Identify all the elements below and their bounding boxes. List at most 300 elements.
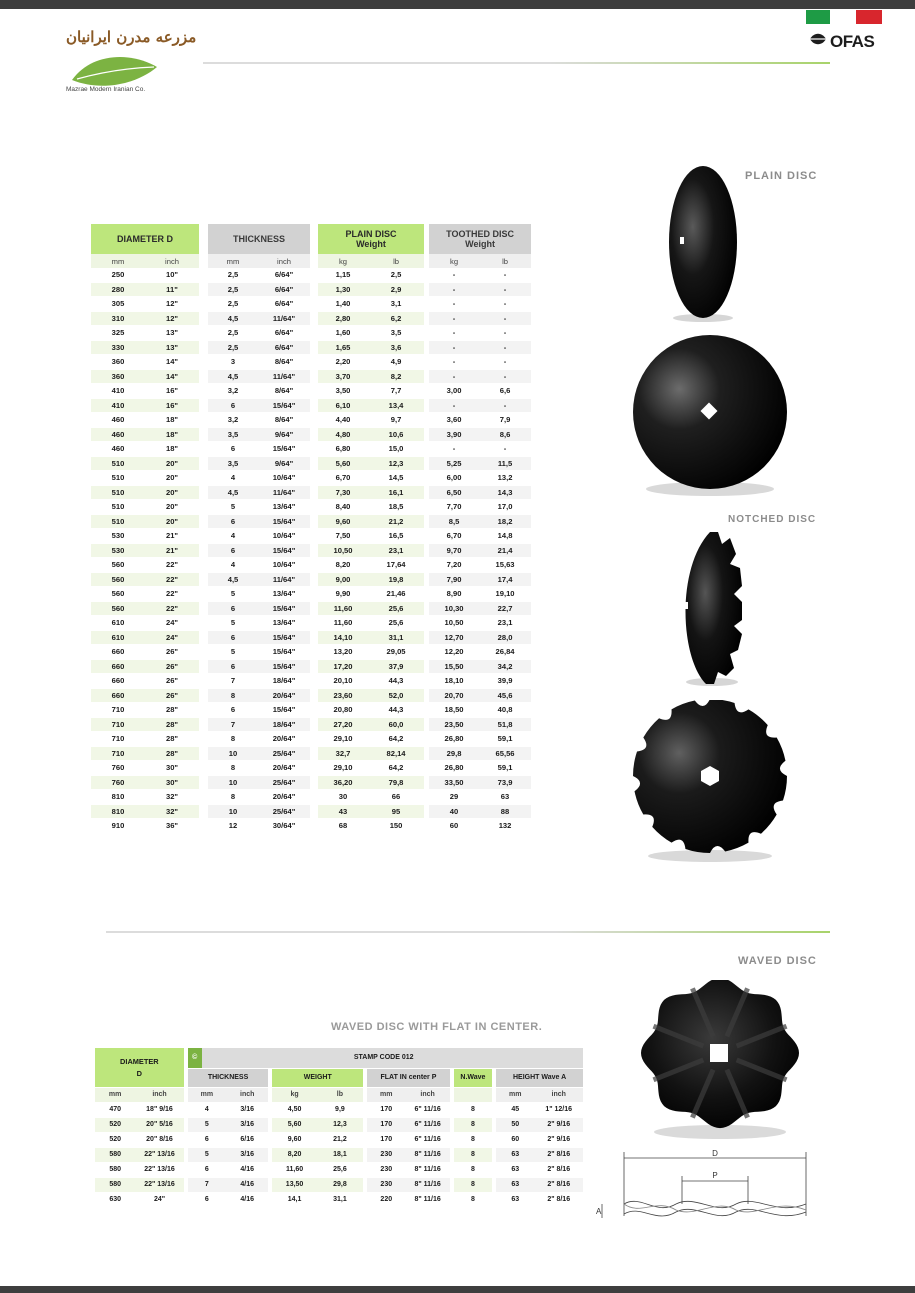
table-row	[91, 587, 531, 602]
notched-disc-side-image	[670, 528, 750, 690]
table-cell: 4,5	[208, 486, 258, 501]
table-cell: 305	[91, 297, 145, 312]
table-cell: 1,30	[318, 283, 368, 298]
table-cell: 17,64	[368, 558, 424, 573]
table-cell: -	[479, 312, 531, 327]
table-cell: 22"	[145, 573, 199, 588]
table-cell: 10	[208, 776, 258, 791]
table-cell: 660	[91, 689, 145, 704]
table-cell: 6,80	[318, 442, 368, 457]
table-cell: 14,5	[368, 471, 424, 486]
table-cell: 59,1	[479, 761, 531, 776]
brand-name: OFAS	[830, 32, 875, 51]
table-cell: 30"	[145, 776, 199, 791]
disc-specs-table	[91, 224, 531, 834]
table-cell: 32"	[145, 790, 199, 805]
unit-mm: mm	[208, 254, 258, 268]
table-cell: 4/16	[226, 1163, 268, 1178]
table-row	[91, 718, 531, 733]
table-cell: 13,4	[368, 399, 424, 414]
table-cell: 23,1	[479, 616, 531, 631]
table-cell: 2" 8/16	[534, 1148, 583, 1163]
table-cell: 9,70	[429, 544, 479, 559]
table-row	[91, 268, 531, 283]
table-cell: 6" 11/16	[405, 1133, 449, 1148]
table-cell: 9,00	[318, 573, 368, 588]
table-cell: 530	[91, 544, 145, 559]
unit-cell: mm	[95, 1088, 135, 1103]
table-cell: 2,5	[208, 283, 258, 298]
header-waved-thickness: THICKNESS	[188, 1069, 269, 1088]
table-cell: 560	[91, 587, 145, 602]
table-cell: 25,6	[317, 1163, 363, 1178]
table-row	[91, 660, 531, 675]
table-cell: 6	[188, 1193, 226, 1208]
table-cell: 28"	[145, 747, 199, 762]
table-cell: 150	[368, 819, 424, 834]
table-cell: 560	[91, 573, 145, 588]
table-cell: 28"	[145, 718, 199, 733]
group-header-row	[91, 224, 531, 254]
table-cell: 7,20	[429, 558, 479, 573]
table-cell: 8	[454, 1148, 492, 1163]
table-cell: 66	[368, 790, 424, 805]
table-cell: 280	[91, 283, 145, 298]
table-cell: 8/64"	[258, 355, 310, 370]
table-cell: 3,70	[318, 370, 368, 385]
table-cell: 25,6	[368, 616, 424, 631]
table-cell: 410	[91, 399, 145, 414]
table-cell: 26"	[145, 674, 199, 689]
table-cell: 6	[208, 660, 258, 675]
table-cell: 4	[208, 471, 258, 486]
table-cell: 3,50	[318, 384, 368, 399]
table-cell: 2" 9/16	[534, 1133, 583, 1148]
table-cell: 13"	[145, 326, 199, 341]
table-cell: 31,1	[368, 631, 424, 646]
table-row	[91, 471, 531, 486]
plain-disc-front-image	[628, 335, 792, 499]
table-row	[95, 1163, 583, 1178]
table-cell: 2,5	[208, 297, 258, 312]
table-cell: 31,1	[317, 1193, 363, 1208]
label-plain-disc: PLAIN DISC	[745, 170, 818, 182]
table-cell: 25/64"	[258, 747, 310, 762]
table-cell: 22" 13/16	[135, 1163, 183, 1178]
table-cell: 3,5	[208, 428, 258, 443]
brand-logo	[806, 10, 882, 50]
table-cell: 4	[208, 529, 258, 544]
table-cell: 63	[479, 790, 531, 805]
table-cell: 8" 11/16	[405, 1193, 449, 1208]
table-cell: 60,0	[368, 718, 424, 733]
label-notched-disc: NOTCHED DISC	[728, 514, 817, 525]
bottom-bar	[0, 1286, 915, 1293]
table-row	[91, 297, 531, 312]
table-cell: 460	[91, 442, 145, 457]
header-waved-weight: WEIGHT	[272, 1069, 363, 1088]
table-cell: 18"	[145, 442, 199, 457]
table-cell: 18,5	[368, 500, 424, 515]
table-cell: 6/64"	[258, 326, 310, 341]
table-cell: 10,6	[368, 428, 424, 443]
table-row	[91, 326, 531, 341]
header-plain-disc: PLAIN DISC Weight	[318, 224, 424, 254]
table-cell: 170	[367, 1133, 405, 1148]
table-cell: 10	[208, 747, 258, 762]
table-cell: 510	[91, 486, 145, 501]
table-cell: 37,9	[368, 660, 424, 675]
table-cell: 610	[91, 616, 145, 631]
unit-cell: mm	[496, 1088, 534, 1103]
table-cell: 43	[318, 805, 368, 820]
table-cell: 13/64"	[258, 616, 310, 631]
table-row	[91, 747, 531, 762]
table-cell: 20"	[145, 486, 199, 501]
table-cell: 13,50	[272, 1178, 316, 1193]
table-cell: 64,2	[368, 732, 424, 747]
table-cell: 4,80	[318, 428, 368, 443]
table-cell: 18"	[145, 413, 199, 428]
table-cell: 40,8	[479, 703, 531, 718]
table-cell: 9/64"	[258, 428, 310, 443]
table-cell: 170	[367, 1118, 405, 1133]
table-cell: 6,50	[429, 486, 479, 501]
table-cell: 5,25	[429, 457, 479, 472]
table-cell: 510	[91, 515, 145, 530]
table-cell: 2,5	[208, 326, 258, 341]
unit-cell: inch	[405, 1088, 449, 1103]
table-cell: 20" 8/16	[135, 1133, 183, 1148]
table-cell: 28"	[145, 703, 199, 718]
table-cell: 15/64"	[258, 515, 310, 530]
waved-disc-table	[95, 1048, 583, 1208]
table-cell: 3,60	[429, 413, 479, 428]
table-cell: 11,60	[272, 1163, 316, 1178]
table-cell: 13"	[145, 341, 199, 356]
table-cell: 20"	[145, 515, 199, 530]
table-cell: 1,65	[318, 341, 368, 356]
table-cell: 30"	[145, 761, 199, 776]
table-cell: 23,60	[318, 689, 368, 704]
table-cell: 330	[91, 341, 145, 356]
table-cell: 60	[496, 1133, 534, 1148]
table-cell: 7,90	[429, 573, 479, 588]
table-cell: 12"	[145, 297, 199, 312]
table-cell: 3/16	[226, 1103, 268, 1118]
table-cell: -	[479, 326, 531, 341]
table-row	[91, 616, 531, 631]
plain-disc-side-image	[662, 164, 744, 326]
table-cell: 9/64"	[258, 457, 310, 472]
table-cell: 4,5	[208, 573, 258, 588]
table-cell: 21"	[145, 544, 199, 559]
table-cell: 15/64"	[258, 399, 310, 414]
table-cell: 5	[208, 645, 258, 660]
table-row	[91, 776, 531, 791]
unit-kg: kg	[429, 254, 479, 268]
table-cell: 28,0	[479, 631, 531, 646]
table-cell: 25/64"	[258, 776, 310, 791]
table-row	[91, 457, 531, 472]
table-cell: 710	[91, 732, 145, 747]
table-cell: 29,8	[317, 1178, 363, 1193]
header-stamp-code	[188, 1048, 583, 1069]
unit-cell: mm	[367, 1088, 405, 1103]
table-row	[91, 341, 531, 356]
table-cell: 14,1	[272, 1193, 316, 1208]
table-row	[91, 515, 531, 530]
table-cell: -	[479, 341, 531, 356]
table-cell: 1,40	[318, 297, 368, 312]
section-rule	[106, 931, 830, 933]
diagram-label-d: D	[712, 1149, 718, 1158]
logo-subtitle: Mazrae Modern Iranian Co.	[66, 86, 146, 93]
table-row	[91, 790, 531, 805]
table-cell: 44,3	[368, 674, 424, 689]
table-row	[91, 529, 531, 544]
table-cell: 15/64"	[258, 544, 310, 559]
table-cell: 8" 11/16	[405, 1178, 449, 1193]
table-cell: 11/64"	[258, 573, 310, 588]
table-cell: 7	[208, 674, 258, 689]
table-cell: 3,5	[208, 457, 258, 472]
table-cell: 6/64"	[258, 283, 310, 298]
table-cell: 3/16	[226, 1148, 268, 1163]
table-cell: 19,10	[479, 587, 531, 602]
flag-red	[856, 10, 882, 24]
leaf-icon	[808, 30, 828, 48]
table-cell: 10/64"	[258, 471, 310, 486]
waved-disc-image	[636, 980, 804, 1142]
table-cell: 15,63	[479, 558, 531, 573]
table-cell: 8	[454, 1163, 492, 1178]
table-row	[91, 399, 531, 414]
table-cell: 15/64"	[258, 442, 310, 457]
table-cell: 14"	[145, 370, 199, 385]
table-cell: 18,2	[479, 515, 531, 530]
table-cell: 2,5	[208, 341, 258, 356]
table-cell: 19,8	[368, 573, 424, 588]
table-cell: -	[479, 370, 531, 385]
table-cell: 5	[208, 587, 258, 602]
diagram-label-a: A	[596, 1207, 602, 1216]
table-cell: 310	[91, 312, 145, 327]
table-cell: 2" 9/16	[534, 1118, 583, 1133]
table-cell: 250	[91, 268, 145, 283]
label-waved-disc: WAVED DISC	[738, 955, 817, 967]
table-cell: 6/64"	[258, 268, 310, 283]
table-cell: 18,50	[429, 703, 479, 718]
table-cell: 4,5	[208, 312, 258, 327]
table-cell: 6	[208, 442, 258, 457]
table-cell: 2,5	[208, 268, 258, 283]
table-cell: 24"	[145, 631, 199, 646]
table-cell: 11/64"	[258, 312, 310, 327]
table-cell: 560	[91, 602, 145, 617]
table-cell: 15,0	[368, 442, 424, 457]
table-cell: 5	[188, 1118, 226, 1133]
table-row	[95, 1118, 583, 1133]
table-cell: 3,2	[208, 384, 258, 399]
table-cell: 22"	[145, 587, 199, 602]
table-cell: 18,1	[317, 1148, 363, 1163]
table-row	[91, 413, 531, 428]
header-toothed-disc: TOOTHED DISC Weight	[429, 224, 531, 254]
table-cell: 8	[454, 1193, 492, 1208]
table-cell: 10	[208, 805, 258, 820]
table-cell: 4,9	[368, 355, 424, 370]
table-cell: 18"	[145, 428, 199, 443]
unit-inch: inch	[258, 254, 310, 268]
table-cell: 26,84	[479, 645, 531, 660]
table-cell: 6,00	[429, 471, 479, 486]
table-row	[95, 1193, 583, 1208]
table-cell: 34,2	[479, 660, 531, 675]
table-cell: 6	[208, 399, 258, 414]
table-cell: 20,70	[429, 689, 479, 704]
table-cell: 3,6	[368, 341, 424, 356]
table-row	[91, 631, 531, 646]
table-cell: 3,2	[208, 413, 258, 428]
table-cell: 410	[91, 384, 145, 399]
table-cell: 7,30	[318, 486, 368, 501]
table-cell: 20,80	[318, 703, 368, 718]
table-cell: 32"	[145, 805, 199, 820]
unit-cell: mm	[188, 1088, 226, 1103]
unit-cell: kg	[272, 1088, 316, 1103]
header-thickness: THICKNESS	[208, 224, 310, 254]
table-cell: 10/64"	[258, 529, 310, 544]
table-cell: 11,5	[479, 457, 531, 472]
table-cell: 3,1	[368, 297, 424, 312]
waved-header-row-1	[95, 1048, 583, 1069]
table-cell: 6,10	[318, 399, 368, 414]
table-cell: 13/64"	[258, 500, 310, 515]
table-cell: -	[479, 399, 531, 414]
table-cell: 16"	[145, 384, 199, 399]
table-row	[91, 674, 531, 689]
table-cell: 510	[91, 500, 145, 515]
table-cell: 8,5	[429, 515, 479, 530]
table-cell: 7	[188, 1178, 226, 1193]
table-cell: 8	[208, 761, 258, 776]
table-cell: 6	[208, 703, 258, 718]
table-cell: 16"	[145, 399, 199, 414]
table-cell: 132	[479, 819, 531, 834]
table-cell: 20/64"	[258, 689, 310, 704]
table-cell: 12	[208, 819, 258, 834]
table-cell: -	[479, 283, 531, 298]
unit-header-row	[91, 254, 531, 268]
table-cell: 50	[496, 1118, 534, 1133]
table-cell: 560	[91, 558, 145, 573]
table-cell: -	[429, 268, 479, 283]
table-cell: 3,00	[429, 384, 479, 399]
table-cell: 20"	[145, 471, 199, 486]
table-cell: 460	[91, 413, 145, 428]
table-cell: 65,56	[479, 747, 531, 762]
table-cell: 8" 11/16	[405, 1148, 449, 1163]
table-cell: 4	[188, 1103, 226, 1118]
table-cell: 8/64"	[258, 413, 310, 428]
table-cell: 710	[91, 747, 145, 762]
table-cell: 1,60	[318, 326, 368, 341]
table-cell: 660	[91, 660, 145, 675]
table-cell: 8	[454, 1103, 492, 1118]
table-row	[91, 805, 531, 820]
table-cell: 7,7	[368, 384, 424, 399]
table-cell: 82,14	[368, 747, 424, 762]
table-cell: 520	[95, 1133, 135, 1148]
table-row	[91, 312, 531, 327]
table-cell: 5,60	[272, 1118, 316, 1133]
table-cell: 6	[188, 1163, 226, 1178]
table-cell: -	[429, 399, 479, 414]
top-bar	[0, 0, 915, 9]
table-cell: 63	[496, 1193, 534, 1208]
table-cell: 68	[318, 819, 368, 834]
table-cell: 16,5	[368, 529, 424, 544]
table-cell: 59,1	[479, 732, 531, 747]
table-row	[91, 428, 531, 443]
table-cell: 4,50	[272, 1103, 316, 1118]
table-cell: 23,1	[368, 544, 424, 559]
waved-disc-diagram	[596, 1146, 810, 1226]
table-cell: 36,20	[318, 776, 368, 791]
table-cell: 25/64"	[258, 805, 310, 820]
table-cell: 710	[91, 703, 145, 718]
table-cell: 21,46	[368, 587, 424, 602]
table-cell: 7,70	[429, 500, 479, 515]
table-cell: 3/16	[226, 1118, 268, 1133]
waved-disc-subtitle: WAVED DISC WITH FLAT IN CENTER.	[331, 1021, 543, 1033]
table-cell: 8/64"	[258, 384, 310, 399]
table-cell: 22" 13/16	[135, 1178, 183, 1193]
table-cell: 510	[91, 457, 145, 472]
table-cell: 170	[367, 1103, 405, 1118]
header-waved-height: HEIGHT Wave A	[496, 1069, 583, 1088]
table-cell: 29,10	[318, 732, 368, 747]
table-cell: 360	[91, 355, 145, 370]
table-row	[91, 486, 531, 501]
table-cell: -	[429, 355, 479, 370]
unit-cell: inch	[534, 1088, 583, 1103]
table-cell: -	[429, 283, 479, 298]
table-cell: 4,40	[318, 413, 368, 428]
table-cell: 8	[454, 1118, 492, 1133]
table-cell: 4	[208, 558, 258, 573]
table-row	[95, 1103, 583, 1118]
table-cell: 8" 11/16	[405, 1163, 449, 1178]
table-cell: 10,50	[318, 544, 368, 559]
table-cell: 17,20	[318, 660, 368, 675]
table-cell: 16,1	[368, 486, 424, 501]
table-cell: 14,8	[479, 529, 531, 544]
table-cell: 14"	[145, 355, 199, 370]
table-cell: 17,4	[479, 573, 531, 588]
table-cell: 8	[208, 689, 258, 704]
table-row	[91, 645, 531, 660]
table-cell: 13,20	[318, 645, 368, 660]
table-cell: 15/64"	[258, 602, 310, 617]
table-cell: 21,2	[317, 1133, 363, 1148]
table-cell: 580	[95, 1178, 135, 1193]
table-cell: 6	[208, 602, 258, 617]
table-cell: 18,10	[429, 674, 479, 689]
table-cell: 29,8	[429, 747, 479, 762]
table-cell: 26"	[145, 689, 199, 704]
